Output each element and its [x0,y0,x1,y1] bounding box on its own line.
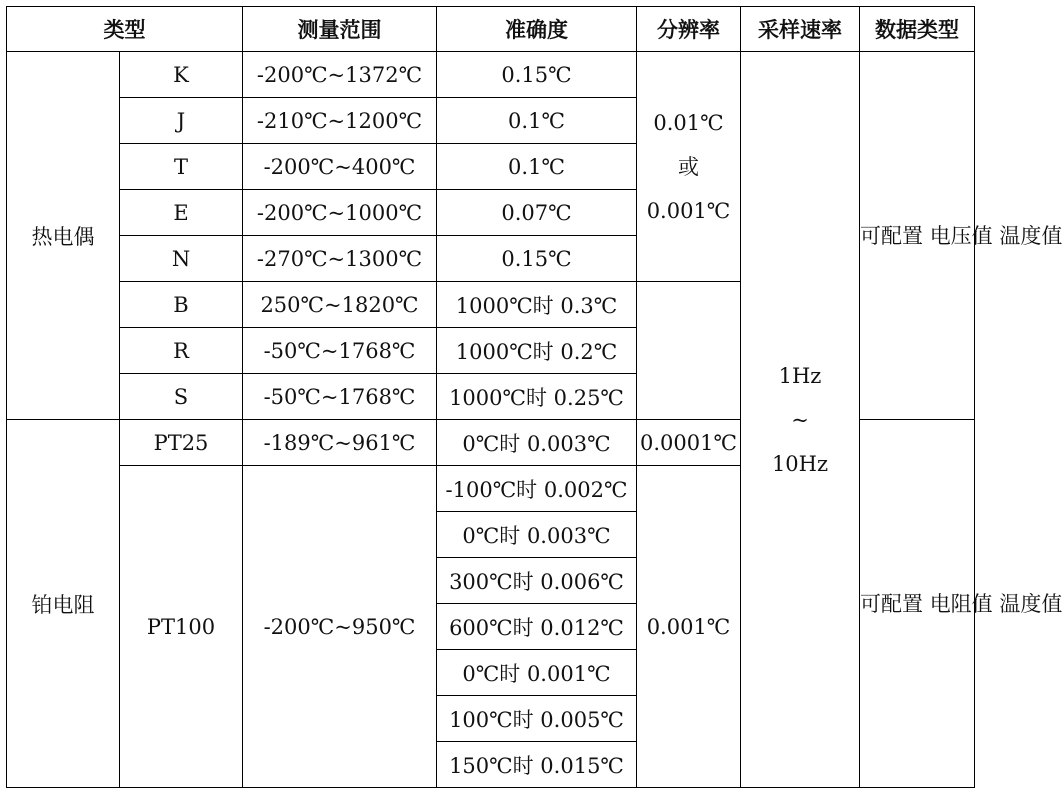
range-cell: -200℃~950℃ [243,466,437,788]
accuracy-cell: -100℃时 0.002℃ [437,466,637,512]
range-cell: 250℃~1820℃ [243,282,437,328]
resolution-line: 0.01℃ [653,110,724,135]
data-type-line: 可配置 [860,591,923,616]
accuracy-cell: 1000℃时 0.2℃ [437,328,637,374]
header-data-type: 数据类型 [860,7,975,52]
header-type: 类型 [7,7,243,52]
resolution-empty-cell [637,282,741,420]
accuracy-cell: 300℃时 0.006℃ [437,558,637,604]
resolution-line: 0.001℃ [646,198,731,223]
sample-rate-line: 1Hz [778,363,822,388]
header-range: 测量范围 [243,7,437,52]
type-cell: N [120,236,243,282]
accuracy-cell: 0.1℃ [437,98,637,144]
type-cell: K [120,52,243,98]
accuracy-cell: 0.15℃ [437,52,637,98]
accuracy-cell: 100℃时 0.005℃ [437,696,637,742]
data-type-line: 可配置 [860,223,923,248]
accuracy-cell: 150℃时 0.015℃ [437,742,637,788]
accuracy-cell: 1000℃时 0.3℃ [437,282,637,328]
data-type-line: 温度值 [999,591,1062,616]
group-label-thermocouple: 热电偶 [7,52,120,420]
accuracy-cell: 600℃时 0.012℃ [437,604,637,650]
spec-table [6,6,1062,788]
header-row [7,7,975,52]
accuracy-cell: 0℃时 0.003℃ [437,420,637,466]
type-cell: R [120,328,243,374]
data-type-cell-rtd [860,420,1062,788]
accuracy-cell: 0.1℃ [437,144,637,190]
type-cell: PT25 [120,420,243,466]
range-cell: -200℃~400℃ [243,144,437,190]
accuracy-cell: 0℃时 0.001℃ [437,650,637,696]
range-cell: -200℃~1372℃ [243,52,437,98]
range-cell: -270℃~1300℃ [243,236,437,282]
data-type-line: 电压值 [929,223,993,248]
data-type-cell-thermocouple [860,52,1062,420]
accuracy-cell: 0.07℃ [437,190,637,236]
sample-rate-cell [741,52,860,788]
type-cell: S [120,374,243,420]
header-accuracy: 准确度 [437,7,637,52]
accuracy-cell: 0℃时 0.003℃ [437,512,637,558]
resolution-cell-pt100: 0.001℃ [637,466,741,788]
table-row [7,52,975,98]
type-cell: E [120,190,243,236]
range-cell: -200℃~1000℃ [243,190,437,236]
type-cell: B [120,282,243,328]
resolution-line: 或 [678,154,699,179]
range-cell: -50℃~1768℃ [243,374,437,420]
resolution-cell-pt25: 0.0001℃ [637,420,741,466]
type-cell: T [120,144,243,190]
range-cell: -50℃~1768℃ [243,328,437,374]
data-type-line: 电阻值 [929,591,993,616]
accuracy-cell: 0.15℃ [437,236,637,282]
sample-rate-line: 10Hz [771,451,829,476]
type-cell: J [120,98,243,144]
data-type-line: 温度值 [999,223,1062,248]
range-cell: -189℃~961℃ [243,420,437,466]
range-cell: -210℃~1200℃ [243,98,437,144]
header-resolution: 分辨率 [637,7,741,52]
group-label-rtd: 铂电阻 [7,420,120,788]
header-sample-rate: 采样速率 [741,7,860,52]
type-cell: PT100 [120,466,243,788]
accuracy-cell: 1000℃时 0.25℃ [437,374,637,420]
resolution-cell-thermocouple [637,52,741,282]
sample-rate-line: ~ [791,407,809,432]
